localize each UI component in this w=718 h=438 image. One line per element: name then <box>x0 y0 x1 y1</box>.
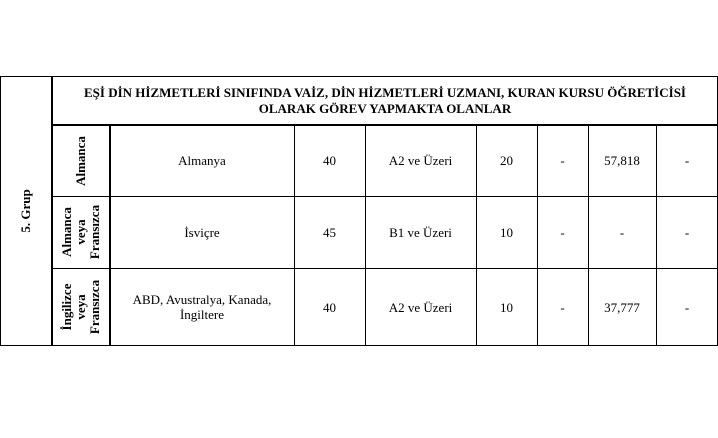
table-divider <box>51 76 53 346</box>
section-header: EŞİ DİN HİZMETLERİ SINIFINDA VAİZ, DİN HİZMETLERİ UZMANI, KURAN KURSU ÖĞRETİCİSİ OLARAK GÖREV YAPMAKTA OLANLAR <box>84 84 686 116</box>
allocation-table <box>0 76 718 346</box>
table-cell-level: B1 ve Üzeri <box>389 224 452 240</box>
table-cell-value: - <box>684 224 690 240</box>
table-cell-value: - <box>684 299 690 315</box>
table-cell-value: - <box>560 153 565 168</box>
table-cell-value: - <box>619 224 625 240</box>
language-label: Almanca veya Fransızca <box>59 204 102 260</box>
table-border-left <box>0 76 1 346</box>
table-cell-value: 40 <box>323 153 336 168</box>
table-border-bottom <box>0 345 718 346</box>
section-header-cell <box>52 76 718 125</box>
table-cell-value: - <box>684 153 690 168</box>
table-cell-value: 40 <box>323 299 336 315</box>
table-divider <box>656 125 657 346</box>
table-cell-value: 57,818 <box>604 153 640 168</box>
table-cell-value: - <box>560 299 565 315</box>
table-cell-value: - <box>560 224 565 240</box>
group-label: 5. Grup <box>18 189 33 233</box>
table-cell-country: ABD, Avustralya, Kanada, İngiltere <box>132 292 272 322</box>
table-divider <box>588 125 589 346</box>
table-divider <box>476 125 477 346</box>
table-cell-value: 10 <box>500 224 513 240</box>
table-cell-country: İsviçre <box>184 224 220 240</box>
table-row-language <box>52 268 110 346</box>
table-border-top <box>0 76 718 77</box>
table-divider <box>365 125 366 346</box>
language-label: Almanca <box>73 135 88 186</box>
table-cell-level: A2 ve Üzeri <box>388 153 453 168</box>
table-row-language <box>52 196 110 268</box>
table-divider <box>52 124 718 126</box>
table-divider <box>109 125 111 346</box>
table-cell-country: Almanya <box>178 153 226 168</box>
group-label-cell <box>0 76 52 346</box>
table-cell-value: 10 <box>500 299 513 315</box>
table-divider <box>52 268 718 269</box>
table-cell-value: 45 <box>323 224 336 240</box>
table-cell-value: 37,777 <box>604 299 640 315</box>
table-divider <box>294 125 295 346</box>
table-cell-value: 20 <box>500 153 513 168</box>
table-divider <box>537 125 538 346</box>
table-cell-level: A2 ve Üzeri <box>388 299 453 315</box>
table-divider <box>52 196 718 197</box>
language-label: İngilizce veya Fransızca <box>59 279 102 335</box>
table-row-language <box>52 125 110 196</box>
